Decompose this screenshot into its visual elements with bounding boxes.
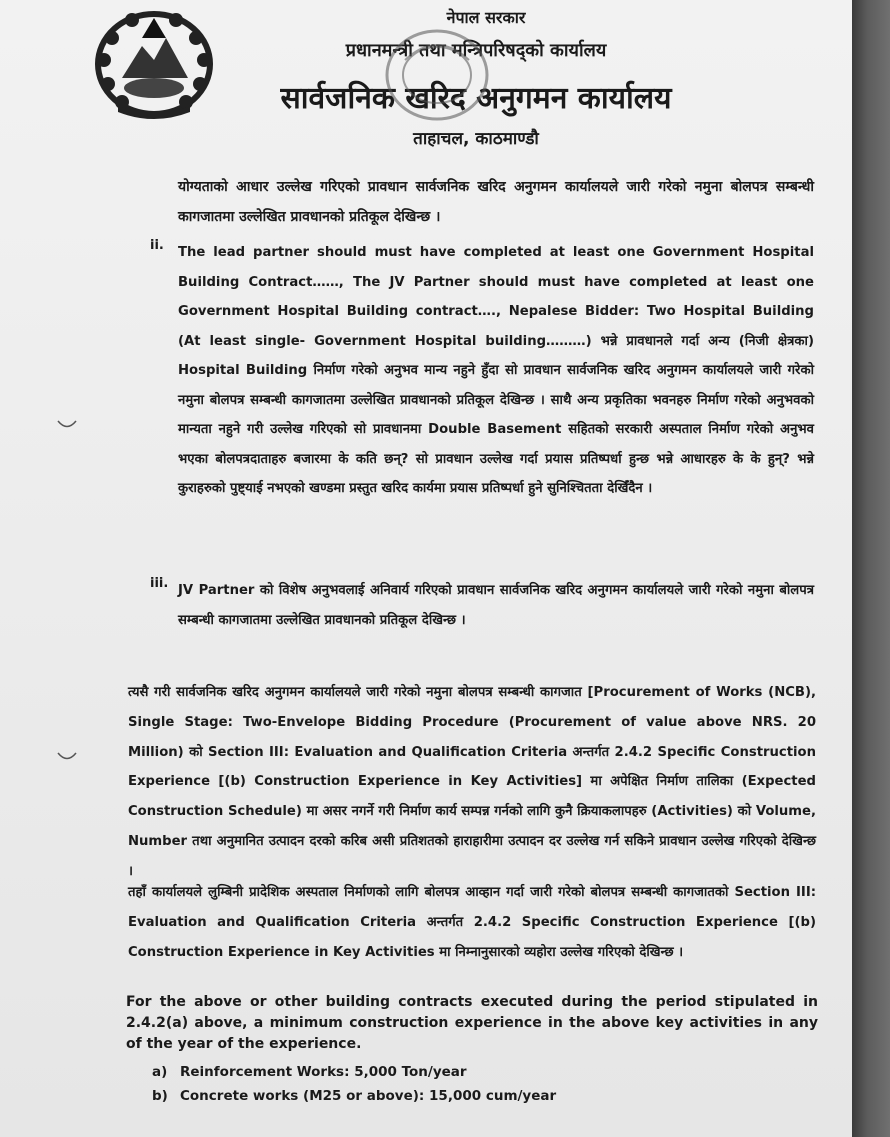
item-iii-label: iii. [150,576,169,591]
similarly-paragraph: त्यसै गरी सार्वजनिक खरिद अनुगमन कार्यालयले जारी गरेको नमुना बोलपत्र सम्बन्धी कागजात [Procurement of Works (NCB), Single Stage: Two-Envelope Bidding Procedure (Procurement of value above NRS. 20 Million) को Section III: Evaluation and Qualification Criteria अन्तर्गत 2.4.2 Specific Construction Experience [(b) Construction Experience in Key Activities] मा अपेक्षित निर्माण तालिका (Expected Construction Schedule) मा असर नगर्ने गरी निर्माण कार्य सम्पन्न गर्नको लागि कुनै क्रियाकलापहरु (Activities) को Volume, Number तथा अनुमानित उत्पादन दरको करिब असी प्रतिशतको हाराहारीमा उत्पादन दर उल्लेख गर्न सकिने प्रावधान उल्लेख गरिएको देखिन्छ । [128,685,816,879]
punch-hole-mark [56,418,78,432]
punch-hole-mark [56,750,78,764]
header-office: सार्वजनिक खरिद अनुगमन कार्यालय [280,81,672,116]
header-location: ताहाचल, काठमाण्डौ [413,129,539,149]
header-ministry: प्रधानमन्त्री तथा मन्त्रिपरिषद्को कार्यालय [345,40,607,61]
item-ii-label: ii. [150,238,164,253]
sub-item-b-label: b) [152,1088,168,1104]
table-edge [852,0,890,1137]
sub-item-a-label: a) [152,1064,168,1080]
office-stamp-icon [375,20,505,130]
intro-paragraph: योग्यताको आधार उल्लेख गरिएको प्रावधान सार्वजनिक खरिद अनुगमन कार्यालयले जारी गरेको नमुना बोलपत्र सम्बन्धी कागजातमा उल्लेखित प्रावधानको प्रतिकूल देखिन्छ । [178,179,814,225]
header-govt: नेपाल सरकार [446,8,526,27]
item-iii-text: JV Partner को विशेष अनुभवलाई अनिवार्य गरिएको प्रावधान सार्वजनिक खरिद अनुगमन कार्यालयले जारी गरेको नमुना बोलपत्र सम्बन्धी कागजातमा उल्लेखित प्रावधानको प्रतिकूल देखिन्छ । [178,583,814,628]
item-ii-text: The lead partner should must have completed at least one Government Hospital Building Contract……, The JV Partner should must have completed at least one Government Hospital Building contract…., Nepalese Bidder: Two Hospital Building (At least single- Government Hospital building………) भन्ने प्रावधानले गर्दा अन्य (निजी क्षेत्रका) Hospital Building निर्माण गरेको अनुभव मान्य नहुने हुँदा सो प्रावधान सार्वजनिक खरिद अनुगमन कार्यालयले जारी गरेको नमुना बोलपत्र सम्बन्धी कागजातमा उल्लेखित प्रावधानको प्रतिकूल देखिन्छ । साथै अन्य प्रकृतिका भवनहरु निर्माण गरेको अनुभवको मान्यता नहुने गरी उल्लेख गरिएको सो प्रावधानमा Double Basement सहितको सरकारी अस्पताल निर्माण गरेको अनुभव भएका बोलपत्रदाताहरु बजारमा के कति छन्? सो प्रावधान उल्लेख गर्दा प्रयास प्रतिष्पर्धा हुन्छ भन्ने आधारहरु के के हुन्? भन्ने कुराहरुको पुष्ट्याई नभएको खण्डमा प्रस्तुत खरिद कार्यमा प्रयास प्रतिष्पर्धा हुने सुनिश्चितता देखिँदैन । [178,245,814,496]
sub-item-a-text: Reinforcement Works: 5,000 Ton/year [180,1064,467,1080]
sub-item-b-text: Concrete works (M25 or above): 15,000 cum/year [180,1088,557,1104]
english-paragraph: For the above or other building contracts executed during the period stipulated in 2.4.2(a) above, a minimum construction experience in the above key activities in any of the year of the experience. [126,994,818,1052]
here-paragraph: तहाँ कार्यालयले लुम्बिनी प्रादेशिक अस्पताल निर्माणको लागि बोलपत्र आव्हान गर्दा जारी गरेको बोलपत्र सम्बन्धी कागजातको Section III: Evaluation and Qualification Criteria अन्तर्गत 2.4.2 Specific Construction Experience [(b) Construction Experience in Key Activities मा निम्नानुसारको व्यहोरा उल्लेख गरिएको देखिन्छ । [128,885,816,960]
